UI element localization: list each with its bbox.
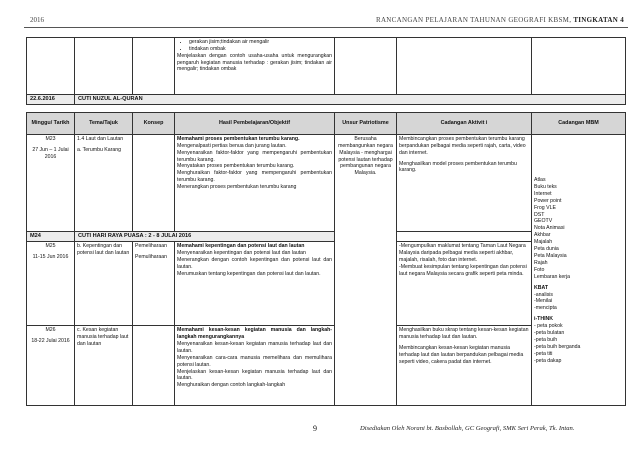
mbm-cell xyxy=(532,135,626,406)
mbm-item: Majalah xyxy=(534,239,553,246)
week-number: M25 xyxy=(45,243,56,250)
aktiviti-cell-m23 xyxy=(397,135,532,232)
mbm-item: Lembaran kerja xyxy=(534,273,571,280)
cuti-nuzul-date: 22.6.2016 xyxy=(27,95,75,105)
aktiviti-cell-m26 xyxy=(397,326,532,406)
aktiviti-text: Menghasilkan buku skrap tentang kesan-kesan kegiatan manusia terhadap laut dan lautan. xyxy=(399,327,529,341)
continuation-table xyxy=(26,37,626,105)
hasil-title: Memahami proses pembentukan terumbu karang. xyxy=(177,136,300,142)
hasil-line: Menyenaraikan faktor-faktor yang mempengaruhi pembentukan terumbu karang. xyxy=(177,149,332,163)
kbat-item: -analisis xyxy=(534,291,554,298)
kbat-title: KBAT xyxy=(534,284,549,291)
cuti-raya-week: M24 xyxy=(27,232,75,242)
mbm-item: Internet xyxy=(534,190,552,197)
tema-title: c. Kesan kegiatan manusia terhadap laut dan lautan xyxy=(77,327,129,348)
col-header-minggu: Minggu/ Tarikh xyxy=(27,113,75,135)
mbm-item: Peta Malaysia xyxy=(534,252,567,259)
col-header-tema: Tema/Tajuk xyxy=(75,113,133,135)
cont-paragraph: Menjelaskan dengan contoh usaha-usaha untuk mengurangkan pengaruh kegiatan manusia terhadap : gerakan jisim; tindakan air mengalir; tindakan ombak xyxy=(177,52,332,73)
hasil-title: Memahami kepentingan dan potensi laut dan lautan xyxy=(177,243,305,250)
aktiviti-text: -Mengumpulkan maklumat tentang Taman Laut Negara Malaysia daripada pelbagai media seperti akhbar, majalah, risalah, foto dan internet. xyxy=(399,243,526,264)
ithink-title: i-THINK xyxy=(534,316,554,323)
konsep-cell-m25 xyxy=(133,242,175,326)
hasil-cell-m23 xyxy=(175,135,335,232)
col-header-unsur: Unsur Patriotisme xyxy=(335,113,397,135)
tema-cell-m26 xyxy=(75,326,133,406)
page-number: 9 xyxy=(313,424,317,433)
hasil-line: Menghuraikan dengan contoh langkah-langkah xyxy=(177,382,286,389)
cuti-nuzul-text: CUTI NUZUL AL-QURAN xyxy=(75,95,626,105)
hasil-title: Memahami kesan-kesan kegiatan manusia dan langkah-langkah mengurangkannya xyxy=(177,327,332,341)
unsur-cell xyxy=(335,135,397,406)
mbm-item: DST xyxy=(534,211,545,218)
mbm-item: GEOTV xyxy=(534,218,553,225)
col-header-hasil: Hasil Pembelajaran/Objektif xyxy=(175,113,335,135)
hasil-line: Mengenalpasti pertias benua dan jurang lautan. xyxy=(177,142,287,149)
cont-bullet-item: • tindakan ombak xyxy=(189,46,332,53)
week-cell-m26 xyxy=(27,326,75,406)
mbm-item: Peta dunia xyxy=(534,246,559,253)
mbm-item: Buku teks xyxy=(534,183,557,190)
mbm-item: Akhbar xyxy=(534,232,551,239)
week-number: M23 xyxy=(45,136,56,142)
mbm-item: Nota Animasi xyxy=(534,225,565,232)
cont-cell-aktiviti xyxy=(397,38,532,95)
konsep-cell-m26 xyxy=(133,326,175,406)
mbm-list xyxy=(534,177,623,365)
week-cell-m25 xyxy=(27,242,75,326)
week-number: M26 xyxy=(45,327,56,334)
cont-cell-konsep xyxy=(133,38,175,95)
aktiviti-cell-m25 xyxy=(397,242,532,326)
aktiviti-text: -Membuat kesimpulan tentang kepentingan dan potensi laut negara Malaysia secara grafik seperti peta minda. xyxy=(399,263,527,277)
konsep-text: Pemeliharaan xyxy=(135,243,168,250)
tema-title: b. Kepentingan dan potensi laut dan lautan xyxy=(77,243,130,257)
hasil-line: Menyenaraikan kesan-kesan kegiatan manusia terhadap laut dan lautan. xyxy=(177,341,332,354)
mbm-item: Frog VLE xyxy=(534,204,556,211)
cont-cell-minggu xyxy=(27,38,75,95)
footer-credit: Disediakan Oleh Norani bt. Basbollah, GC Geografi, SMK Seri Perak, Tk. Intan. xyxy=(360,425,575,432)
col-header-mbm: Cadangan MBM xyxy=(532,113,626,135)
hasil-line: Menerangkan proses pembentukan terumbu karang xyxy=(177,184,297,191)
table-header-row xyxy=(27,113,626,135)
hasil-line: Merumuskan tentang kepentingan dan potensi laut dan lautan. xyxy=(177,270,321,277)
konsep-cell-m23 xyxy=(133,135,175,232)
hasil-cell-m25 xyxy=(175,242,335,326)
cont-cell-tema xyxy=(75,38,133,95)
kbat-item: -Menilai xyxy=(534,298,553,305)
cont-cell-mbm xyxy=(532,38,626,95)
mbm-item: Foto xyxy=(534,266,545,273)
hasil-cell-m26 xyxy=(175,326,335,406)
hasil-line: Menyatakan proses pembentukan terumbu karang. xyxy=(177,163,295,170)
week-dates: 18-22 Julai 2016 xyxy=(31,338,70,345)
header-rule xyxy=(24,27,628,28)
kbat-item: -mencipta xyxy=(534,305,557,312)
week-dates: 11-15 Jun 2016 xyxy=(32,254,69,261)
hasil-line: Menyenaraikan kepentingan dan potensi laut dan lautan xyxy=(177,250,306,257)
week-dates: 27 Jun – 1 Julai 2016 xyxy=(32,146,69,160)
ithink-item: -peta bulatan xyxy=(534,330,565,337)
tema-subtitle: a. Terumbu Karang xyxy=(77,146,122,153)
ithink-item: - peta pokok xyxy=(534,323,563,330)
hasil-line: Menyenaraikan cara-cara manusia memelihara dan memulihara potensi lautan. xyxy=(177,354,332,368)
tema-title: 1.4 Laut dan Lautan xyxy=(77,136,124,142)
ithink-item: -peta titi xyxy=(534,350,553,357)
mbm-item: Rajah xyxy=(534,259,548,266)
table-row xyxy=(27,135,626,232)
tema-cell-m25 xyxy=(75,242,133,326)
header-form: TINGKATAN 4 xyxy=(573,16,624,24)
cont-bullet-list xyxy=(177,39,332,53)
konsep-text: Pemuliharaan xyxy=(135,254,168,261)
cont-bullet-item: • gerakan jisim;tindakan air mengalir xyxy=(189,39,332,46)
hasil-line: Menerangkan dengan contoh kepentingan dan potensi laut dan lautan. xyxy=(177,257,332,270)
col-header-aktiviti: Cadangan Aktivit i xyxy=(397,113,532,135)
ithink-item: -peta buih xyxy=(534,336,558,343)
cuti-raya-text: CUTI HARI RAYA PUASA : 2 - 8 JULAI 2016 xyxy=(75,232,335,242)
unsur-text: Berusaha membangunkan negara Malaysia - menghargai potensi lautan terhadap pembangunan negara Malaysia. xyxy=(338,136,393,177)
mbm-item: Power point xyxy=(534,197,562,204)
header-title xyxy=(376,16,624,24)
header-title-text: RANCANGAN PELAJARAN TAHUNAN GEOGRAFI KBSM, xyxy=(375,16,574,24)
hasil-line: Menghuraikan faktor-faktor yang mempengaruhi pembentukan terumbu karang. xyxy=(177,170,332,184)
aktiviti-text: Membincangkan kesan-kesan kegiatan manusia terhadap laut dan lautan berpandukan pelbagai media seperti video, cakera padat dan internet. xyxy=(399,345,524,365)
col-header-konsep: Konsep xyxy=(133,113,175,135)
ithink-item: -peta buih berganda xyxy=(534,343,581,350)
aktiviti-text: Membincangkan proses pembentukan terumbu karang berpandukan pelbagai media seperti rajah, carta, video dan internet. xyxy=(399,136,526,156)
ithink-item: -peta dakap xyxy=(534,357,562,364)
header-year: 2016 xyxy=(30,16,44,24)
hasil-line: Menjelaskan kesan-kesan kegiatan manusia terhadap laut dan lautan. xyxy=(177,368,332,382)
cuti-raya-blank xyxy=(397,232,532,242)
lesson-plan-table xyxy=(26,112,626,406)
tema-cell-m23 xyxy=(75,135,133,232)
mbm-item: Atlas xyxy=(534,177,546,183)
aktiviti-text: Menghasilkan model proses pembentukan terumbu karang. xyxy=(399,160,517,174)
cont-cell-unsur xyxy=(335,38,397,95)
week-cell-m23 xyxy=(27,135,75,232)
cont-cell-hasil xyxy=(175,38,335,95)
